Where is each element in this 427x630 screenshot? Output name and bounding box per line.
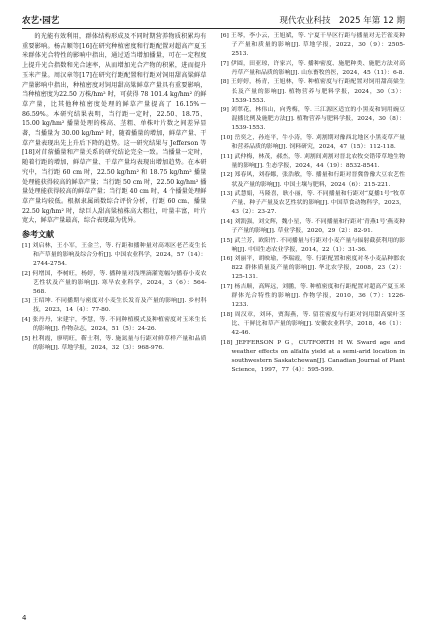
body-text [22, 32, 207, 226]
reference-item: [14] 刘凯强，刘文辉，魏小星，等. 不同播量和行距对‘青燕1号’燕麦种子产量的影响[J]. 草业学报，2020，29（2）：82-91. [220, 218, 405, 234]
two-column-body [22, 32, 405, 604]
reference-list-right [221, 32, 406, 375]
left-column [22, 32, 207, 604]
reference-item: [7] 伊圆，田亚琼，许家兴，等. 播种密度、施肥种类、施肥方法对高丹草产量和品质的影响[J]. 山东畜牧兽医，2024，45（11）：6-8. [220, 60, 405, 76]
reference-item: [12] 郑春风，刘春娜，张浩敏，等. 播量和行距对晋冀鲁豫大豆农艺性状及产量的影响[J]. 中国土壤与肥料，2024（6）：215-221. [220, 172, 405, 188]
reference-item: [15] 武兰芳，欧阳竹. 不同播量与行距对小麦产量与辐射截获利用的影响[J]. 中国生态农业学报，2014，22（1）：31-36. [220, 237, 405, 253]
reference-item: [1] 刘启林，王小军，王金兰，等. 行距和播种量对高寒区老芒麦生长和产草量的影响及综合分析[J]. 中国农业科学，2024，57（14）：2744-2754. [22, 242, 207, 267]
reference-item: [13] 武慧娟，马隆喜，耿小丽，等. 不同播量和行距对“夏播1号”牧草产量、种子产量及农艺性状的影响[J]. 中国草食动物科学，2023，43（2）：23-27. [220, 191, 405, 216]
reference-item: [6] 王琴，李小云，王旭斌，等. 宁夏干旱区行距与播量对无芒雀麦种子产量和质量的影响[J]. 草地学报，2022，30（9）：2505-2513. [220, 33, 405, 58]
running-header [22, 10, 405, 29]
reference-item: [10] 岳奕之，孙连平，牛小涛，等. 刈割期对豫西北地区小黑麦草产量和营养品质的影响[J]. 饲料研究，2024，47（15）：112-118. [220, 135, 405, 151]
page-number: 4 [22, 614, 27, 622]
reference-list-left [22, 242, 207, 353]
section-label: 农艺·园艺 [22, 16, 60, 26]
reference-item: [9] 刘翠花，林伟山，向秀梅，等. 三江源区适宜的小黑麦和饲用豌豆混播比例及施肥方法[J]. 植物营养与肥料学报，2024，30（8）：1539-1553. [220, 107, 405, 132]
reference-item: [18] 周汉章，刘环，贾海燕，等. 留茬密度与行距对饲用甜高粱叶茎比、干鲜比和草产量的影响[J]. 安徽农业科学，2018，46（1）：42-46. [220, 311, 405, 336]
reference-item-english: [18] JEFFERSON P G，CUTFORTH H W. Sward age and weather effects on alfalfa yield at a semi-arid location in southwestern Saskatchewan[J]. Canadian Journal of Plant Science，1997，77（4）：595-599. [220, 339, 405, 373]
reference-item: [2] 何增国，李树旺，杨婷，等. 播种量对浅埋滴灌宽幅匀播春小麦农艺性状及产量的影响[J]. 寒旱农业科学，2024，3（6）：564-568. [22, 270, 207, 295]
reference-item: [5] 杜利霞，廖明旺，靳士利，等. 施氮量与行距对鲜草样产量和品质的影响[J]. 草地学报，2024，32（3）：968-976. [22, 335, 207, 351]
reference-item: [3] 王绍坤. 不同播期与密度对小麦生长发育及产量的影响[J]. 乡村科技，2023，14（4）：77-80. [22, 298, 207, 314]
reference-item: [4] 张丹丹，宋建宇，李慧，等. 不同种植模式及种植密度对玉米生长的影响[J]. 作物杂志，2024，51（5）：24-26. [22, 317, 207, 333]
reference-item: [16] 刘丽平，胡映瑜，李瑞霞，等. 行距配置和密度对冬小麦品种邯农 822 群体质量及产量的影响[J]. 华北农学报，2008，23（2）：125-131. [220, 256, 405, 281]
reference-item: [17] 杨吉顺，高辉远，刘鹏，等. 种植密度和行距配置对超高产夏玉米群体光合特性的影响[J]. 作物学报，2010，36（7）：1226-1233. [220, 284, 405, 309]
reference-item: [8] 王婷婷，杨青，王旭林，等. 种植密度与行距配置对饲用甜高粱生长及产量的影响[J]. 植物营养与肥料学报，2024，30（3）：1539-1553. [220, 79, 405, 104]
references-heading: 参考文献 [22, 230, 54, 240]
right-column [221, 32, 406, 604]
body-paragraph: 的光能有效利用，群体结构形成及不同时期营养物质积累均有重要影响。杨吉顺等[16]在研究种植密度和行距配置对超高产夏玉米群体光合特性的影响中指出，通过适当增加播量，可在一定程度上提升光合指数和光合速率，从而增加光合产物的积累，进而提升玉米产量。周汉章等[17]在研究行距配置和行距对饲用甜高粱鲜草产量影响中指出，种植密度对饲用甜高粱鲜草产量具有重要影响，当种植密度为22.50 万株/hm² 时，可获得 78 101.4 kg/hm² 的鲜草产量，比其他种植密度处理的鲜草产量提高了 16.15%～86.59%。本研究结果表明，当行距一定时，22.50、18.75、15.00 kg/hm² 播量处理的株高、茎粗、单株叶片数之间差异显著，当播量为 30.00 kg/hm² 时，随着播量的增加，鲜草产量、干草产量表现出先上升后下降的趋势。这一研究结果与 Jefferson 等[18]对苜蓿播量和产量关系的研究结论完全一致。当播量一定时，随着行距的增加，鲜草产量、干草产量均表现出增加趋势。在本研究中，当行距 60 cm 时，22.50 kg/hm² 和 18.75 kg/hm² 播量处理能获得较高的鲜草产量；当行距 50 cm 时，22.50 kg/hm² 播量处理能获得较高的鲜草产量；当行距 40 cm 时，4 个播量处理鲜草产量均较低。根据隶属函数综合评价分析，行距 60 cm、播量 22.50 kg/hm² 时，绿巨人甜高粱植株高大粗壮，叶量丰富，叶片宽大，鲜草产量最高，综合表现最为优异。 [22, 33, 207, 225]
journal-issue: 现代农业科技 2025 年第 12 期 [279, 16, 405, 26]
reference-item: [11] 武仲梅，林茂，郝杰，等. 刈割间刈割对晋北农牧交错带草地生物量的影响[J]. 生态学报，2024，44（19）：8532-8541. [220, 153, 405, 169]
